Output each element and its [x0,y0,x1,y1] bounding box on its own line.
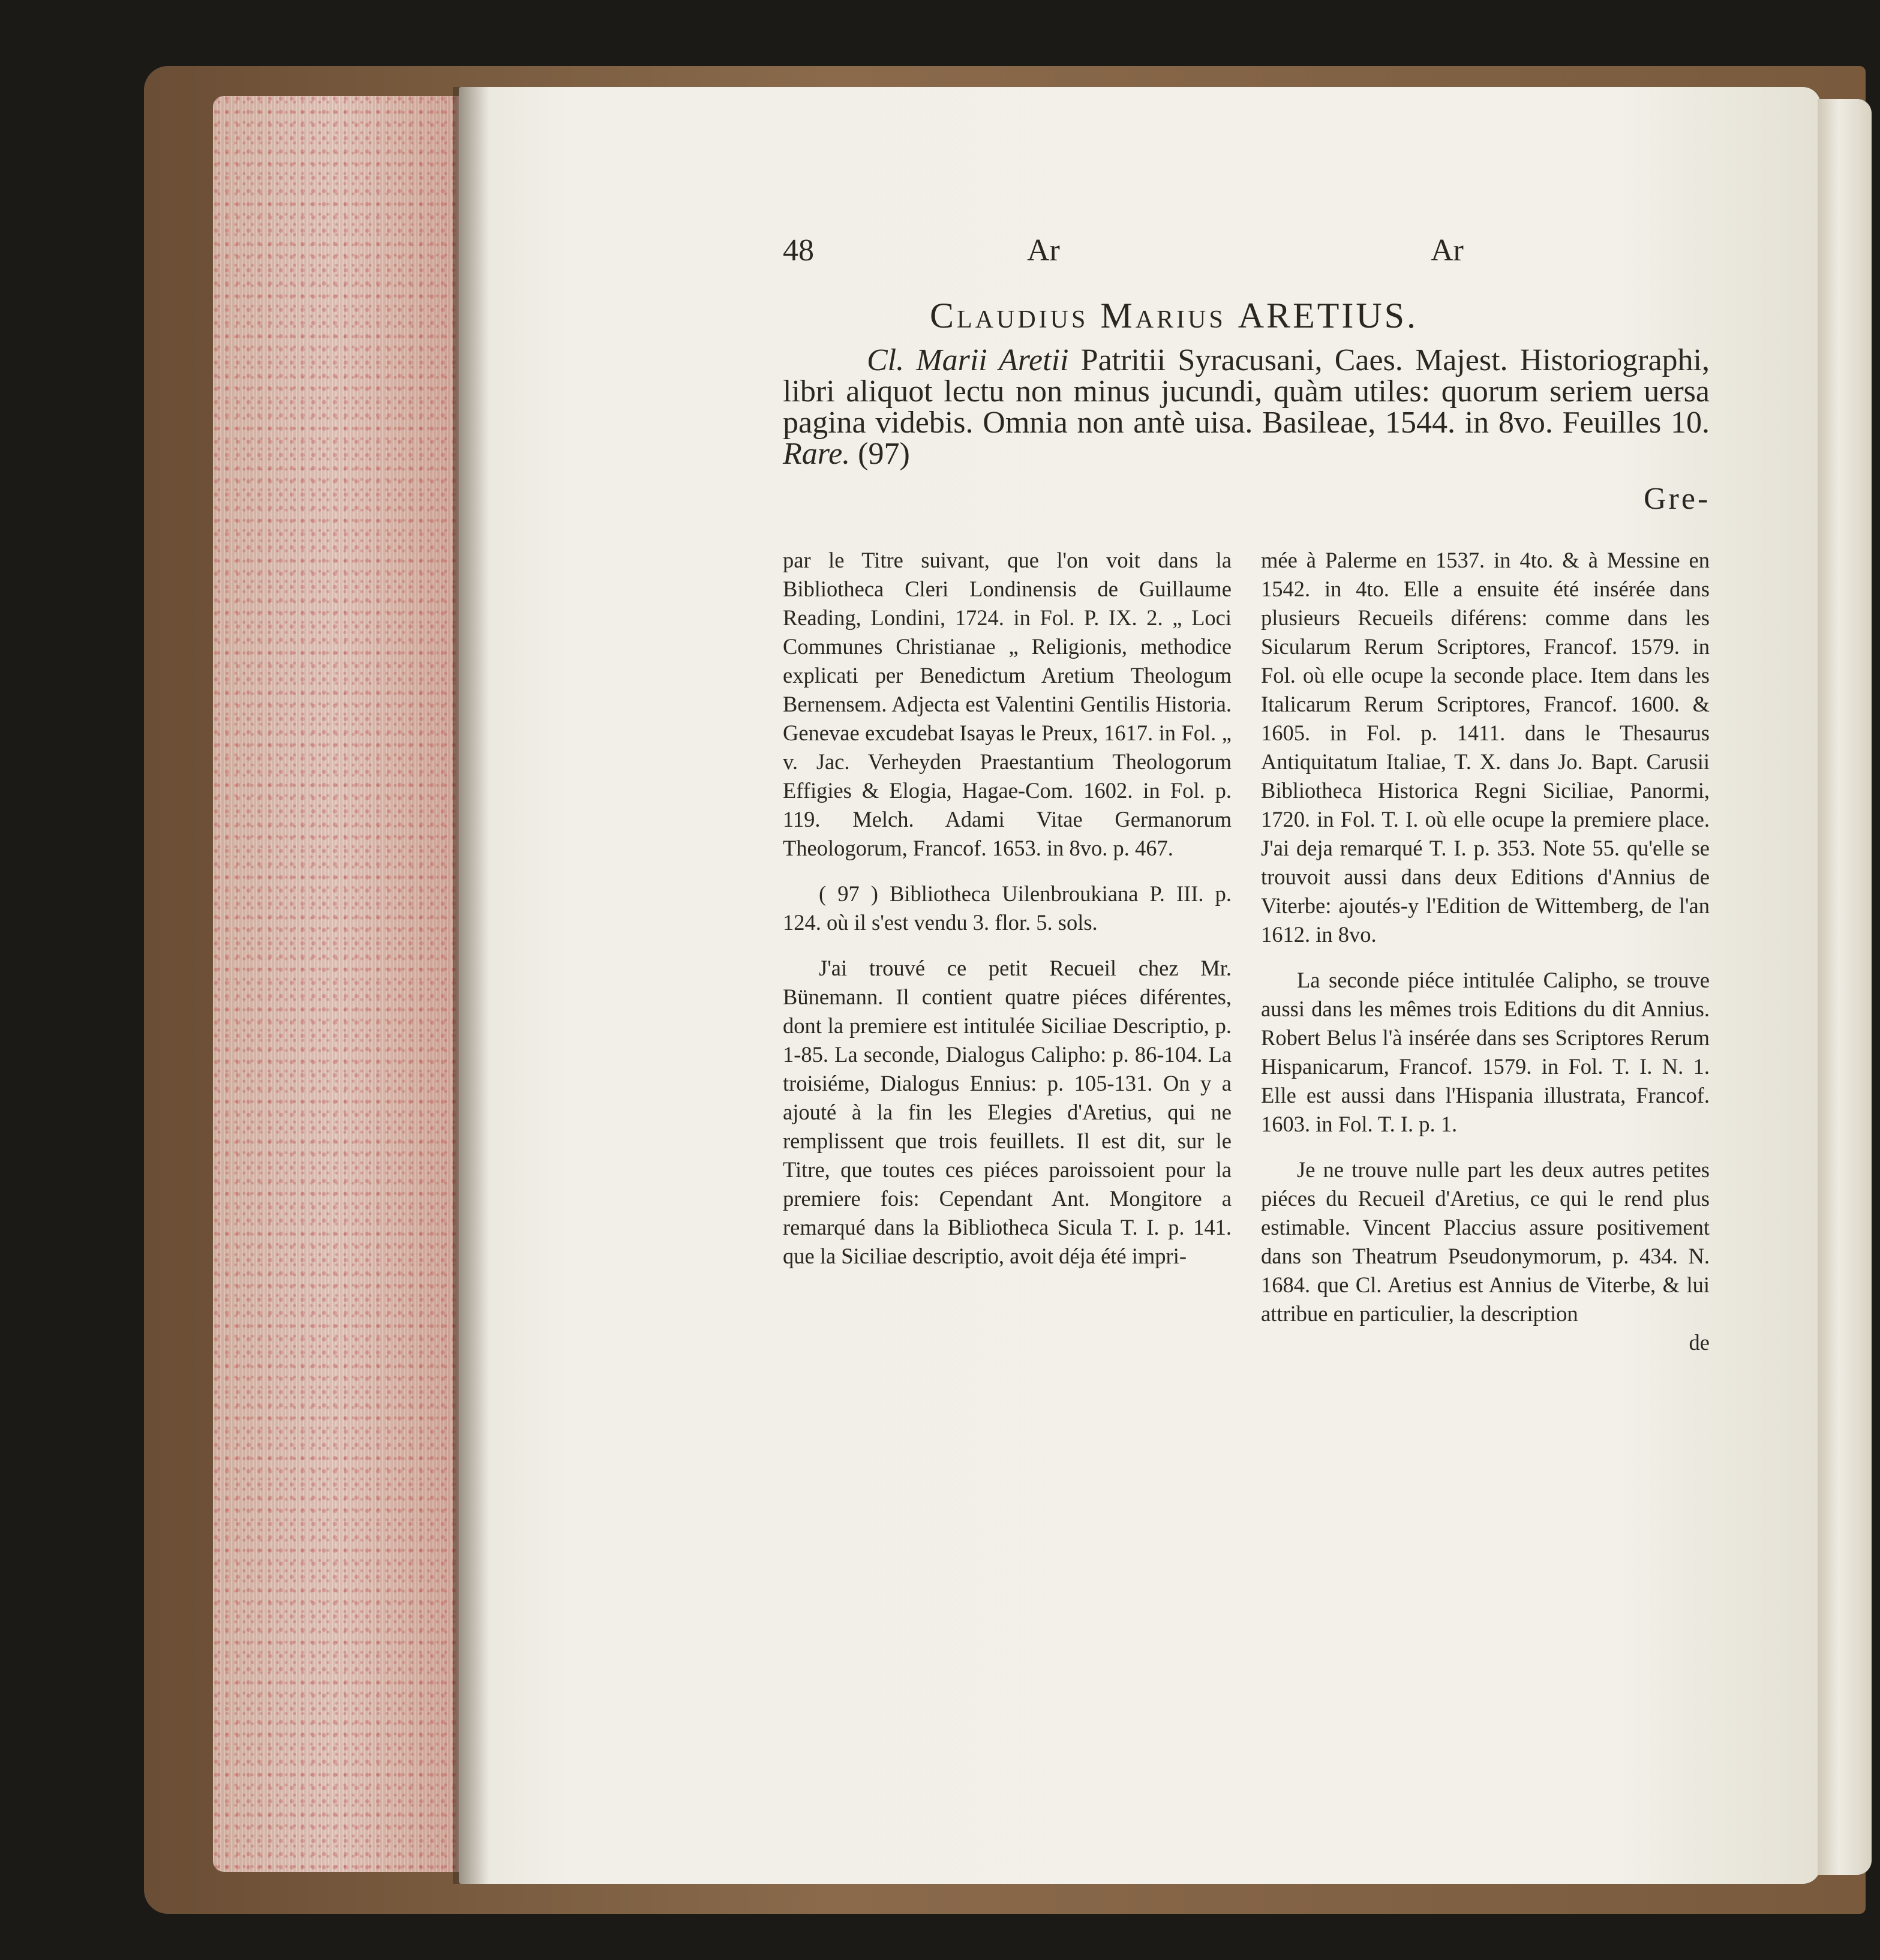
entry-description-text: Patritii Syracusani, Caes. Majest. Historiographi, libri aliquot lectu non minus jucundi, quàm utiles: quorum seriem uersa pagina videbis. Omnia non antè uisa. Basileae, 1544. in 8vo. Feuilles 10. [783,343,1710,440]
left-column [783,546,1232,1271]
catch-word-bottom: de [1689,1330,1710,1355]
entry-description [783,345,1710,470]
left-paragraph-3: J'ai trouvé ce petit Recueil chez Mr. Bünemann. Il contient quatre piéces diférentes, dont la premiere est intitulée Siciliae Descriptio, p. 1-85. La seconde, Dialogus Calipho: p. 86-104. La troisiéme, Dialogus Ennius: p. 105-131. On y a ajouté à la fin les Elegies d'Aretius, qui ne remplissent que trois feuillets. Il est dit, sur le Titre, que toutes ces piéces paroissoient pour la premiere fois: Cependant Ant. Mongitore a remarqué dans la Bibliotheca Sicula T. I. p. 141. que la Siciliae descriptio, avoit déja été impri- [783,956,1232,1268]
rarity-label: Rare. [783,437,851,471]
running-head-right: Ar [1431,233,1464,268]
right-column [1261,546,1710,1357]
right-paragraph-1: mée à Palerme en 1537. in 4to. & à Messine en 1542. in 4to. Elle a ensuite été insérée dans plusieurs Recueils diférens: comme dans les Sicularum Rerum Scriptores, Francof. 1579. in Fol. où elle ocupe la seconde place. Item dans les Italicarum Rerum Scriptores, Francof. 1600. & 1605. in Fol. p. 1411. dans le Thesaurus Antiquitatum Italiae, T. X. dans Jo. Bapt. Carusii Bibliotheca Historica Regni Siciliae, Panormi, 1720. in Fol. T. I. où elle ocupe la premiere place. J'ai deja remarqué T. I. p. 353. Note 55. qu'elle se trouvoit aussi dans deux Editions d'Annius de Viterbe: ajoutés-y l'Edition de Wittemberg, de l'an 1612. in 8vo. [1261,548,1710,947]
footnote-97: ( 97 ) Bibliotheca Uilenbroukiana P. III. p. 124. où il s'est vendu 3. flor. 5. sols. [783,881,1232,935]
note-reference: (97) [850,437,910,471]
entry-author: Cl. Marii Aretii [867,343,1069,377]
entry-title-surname: ARETIUS. [1238,296,1419,335]
catch-word: Gre- [1644,482,1711,516]
next-page-edge [1818,99,1872,1875]
page-edges [213,96,459,1872]
entry-title [930,295,1418,337]
running-head-left: Ar [1027,233,1060,268]
right-paragraph-2: La seconde piéce intitulée Calipho, se trouve aussi dans les mêmes trois Editions du dit Annius. Robert Belus l'à insérée dans ses Scriptores Rerum Hispanicarum, Francof. 1579. in Fol. T. I. N. 1. Elle est aussi dans l'Hispania illustrata, Francof. 1603. in Fol. T. I. p. 1. [1261,968,1710,1136]
entry-title-name: Claudius Marius [930,296,1238,335]
page-number: 48 [783,233,814,268]
left-paragraph-1: par le Titre suivant, que l'on voit dans la Bibliotheca Cleri Londinensis de Guillaume Reading, Londini, 1724. in Fol. P. IX. 2. „ Loci Communes Christianae „ Religionis, methodice explicati per Benedictum Aretium Theologum Bernensem. Adjecta est Valentini Gentilis Historia. Genevae excudebat Isayas le Preux, 1617. in Fol. „ v. Jac. Verheyden Praestantium Theologorum Effigies & Elogia, Hagae-Com. 1602. in Fol. p. 119. Melch. Adami Vitae Germanorum Theologorum, Francof. 1653. in 8vo. p. 467. [783,548,1232,860]
gutter-shadow [453,87,489,1884]
right-paragraph-3: Je ne trouve nulle part les deux autres petites piéces du Recueil d'Aretius, ce qui le rend plus estimable. Vincent Placcius assure positivement dans son Theatrum Pseudonymorum, p. 434. N. 1684. que Cl. Aretius est Annius de Viterbe, & lui attribue en particulier, la description [1261,1157,1710,1326]
